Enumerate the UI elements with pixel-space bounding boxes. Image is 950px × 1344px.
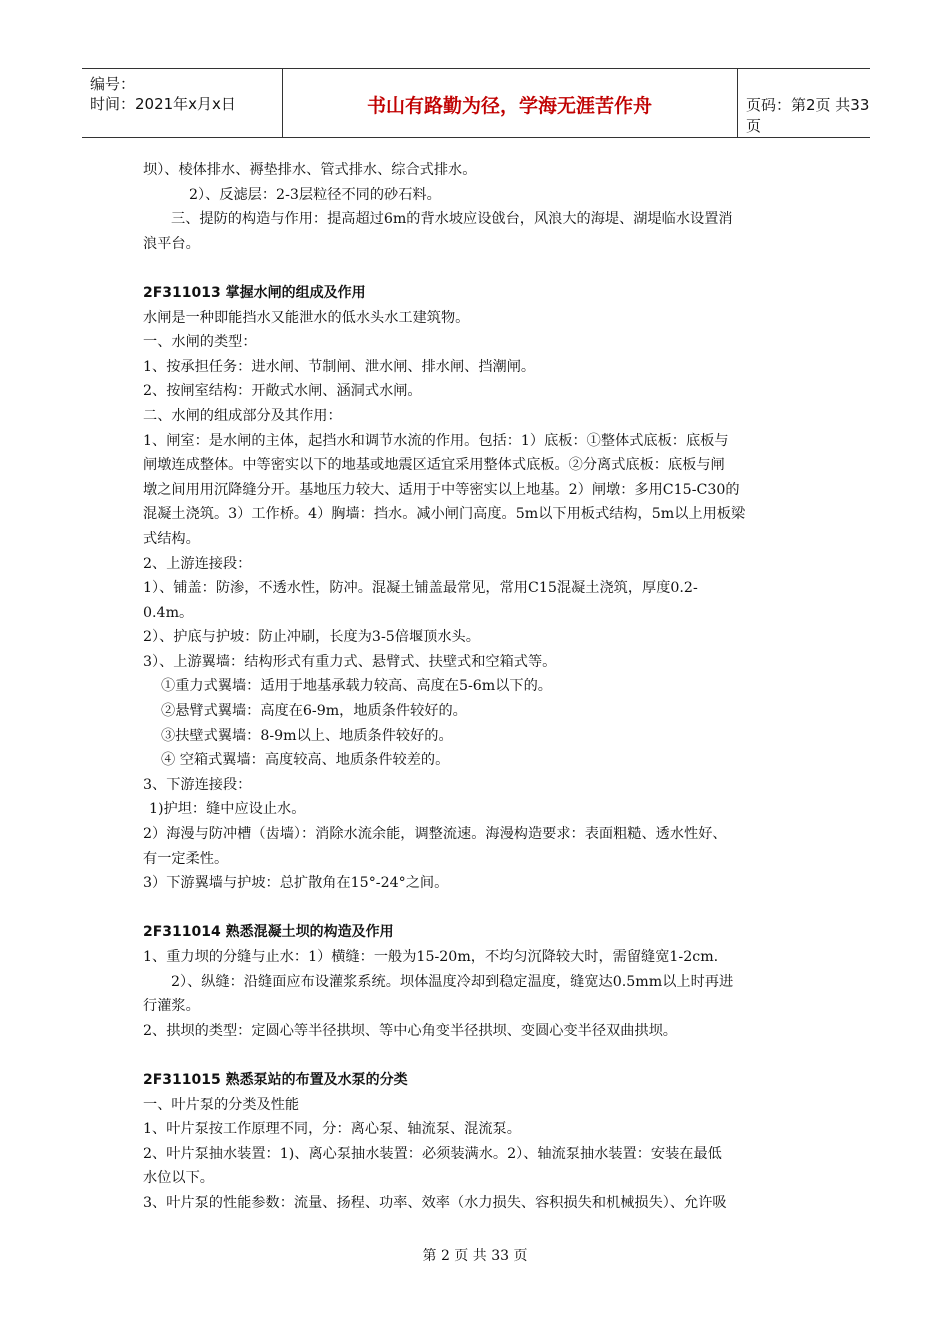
- body-line: 混凝土浇筑。3）工作桥。4）胸墙：挡水。减小闸门高度。5m以下用板式结构，5m以上用板梁: [143, 506, 746, 523]
- body-line: 3、下游连接段：: [143, 776, 252, 793]
- document-time-label: 时间：2021年x月x日: [90, 95, 236, 113]
- body-line: 2）、反滤层：2-3层粒径不同的砂石料。: [189, 186, 441, 203]
- header-middle-cell: [282, 69, 738, 137]
- body-line: 行灌浆。: [143, 998, 200, 1015]
- body-line: 3）、上游翼墙：结构形式有重力式、悬臂式、扶壁式和空箱式等。: [143, 653, 557, 670]
- header-motto: 书山有路勤为径，学海无涯苦作舟: [366, 95, 652, 117]
- body-line: 式结构。: [143, 530, 200, 547]
- body-line: 1）、铺盖：防渗，不透水性，防冲。混凝土铺盖最常见，常用C15混凝土浇筑，厚度0.2-: [143, 580, 698, 597]
- paragraph-gap: [143, 256, 813, 281]
- body-line: 二、水闸的组成部分及其作用：: [143, 407, 342, 424]
- header-right-cell: [738, 69, 870, 137]
- body-line: 闸墩连成整体。中等密实以下的地基或地震区适宜采用整体式底板。②分离式底板：底板与闸: [143, 457, 725, 474]
- section-heading: 2F311014 熟悉混凝土坝的构造及作用: [143, 924, 394, 941]
- page-header: [82, 68, 870, 138]
- body-line: 2）、护底与护坡：防止冲刷，长度为3-5倍堰顶水头。: [143, 629, 480, 646]
- body-line: 1、重力坝的分缝与止水：1）横缝：一般为15-20m，不均匀沉降较大时，需留缝宽1-2cm.: [143, 949, 719, 965]
- body-line: 一、叶片泵的分类及性能: [143, 1096, 300, 1113]
- section-heading: 2F311013 掌握水闸的组成及作用: [143, 284, 366, 301]
- body-line: 墩之间用用沉降缝分开。基地压力较大、适用于中等密实以上地基。2）闸墩：多用C15-C30的: [143, 481, 740, 498]
- header-left-cell: [82, 69, 283, 137]
- body-line: 2）、纵缝：沿缝面应布设灌浆系统。坝体温度冷却到稳定温度，缝宽达0.5mm以上时再进: [171, 973, 734, 990]
- body-line: 坝）、棱体排水、褥垫排水、管式排水、综合式排水。: [143, 162, 477, 178]
- header-page-number: 页码：第2页 共33页: [746, 96, 870, 135]
- body-line: 3、叶片泵的性能参数：流量、扬程、功率、效率（水力损失、容积损失和机械损失）、允许吸: [143, 1194, 727, 1211]
- body-line: 0.4m。: [143, 604, 194, 621]
- body-line: 2、上游连接段：: [143, 555, 252, 572]
- body-line: 2、拱坝的类型：定圆心等半径拱坝、等中心角变半径拱坝、变圆心变半径双曲拱坝。: [143, 1022, 677, 1039]
- body-line: 一、水闸的类型：: [143, 334, 257, 351]
- body-line: 3）下游翼墙与护坡：总扩散角在15°-24°之间。: [143, 875, 449, 892]
- document-body: [143, 158, 813, 1216]
- body-line: 1、按承担任务：进水闸、节制闸、泄水闸、排水闸、挡潮闸。: [143, 358, 536, 375]
- body-line: ③扶壁式翼墙：8-9m以上、地质条件较好的。: [161, 727, 453, 744]
- body-line: ②悬臂式翼墙：高度在6-9m，地质条件较好的。: [161, 703, 467, 720]
- body-line: 水位以下。: [143, 1170, 214, 1187]
- paragraph-gap: [143, 1043, 813, 1068]
- body-line: ①重力式翼墙：适用于地基承载力较高、高度在5-6m以下的。: [161, 678, 552, 695]
- body-line: 三、提防的构造与作用：提高超过6m的背水坡应设戗台，风浪大的海堤、湖堤临水设置消: [171, 211, 733, 228]
- document-code-label: 编号：: [90, 75, 136, 93]
- paragraph-gap: [143, 896, 813, 921]
- section-heading: 2F311015 熟悉泵站的布置及水泵的分类: [143, 1071, 408, 1088]
- body-line: 2）海漫与防冲槽（齿墙）：消除水流余能，调整流速。海漫构造要求：表面粗糙、透水性好、: [143, 826, 727, 843]
- body-line: 有一定柔性。: [143, 850, 229, 867]
- page-footer: 第 2 页 共 33 页: [422, 1248, 528, 1264]
- body-line: 浪平台。: [143, 235, 200, 252]
- body-line: 2、按闸室结构：开敞式水闸、涵洞式水闸。: [143, 383, 422, 400]
- body-line: 水闸是一种即能挡水又能泄水的低水头水工建筑物。: [143, 309, 470, 326]
- body-line: 1、叶片泵按工作原理不同，分：离心泵、轴流泵、混流泵。: [143, 1121, 521, 1138]
- body-line: 1、闸室：是水闸的主体，起挡水和调节水流的作用。包括：1）底板：①整体式底板：底板与: [143, 432, 729, 449]
- body-line: ④ 空箱式翼墙：高度较高、地质条件较差的。: [161, 752, 450, 769]
- body-line: 1)护坦：缝中应设止水。: [149, 801, 306, 818]
- body-line: 2、叶片泵抽水装置：1)、离心泵抽水装置：必须装满水。2）、轴流泵抽水装置：安装在最低: [143, 1145, 722, 1162]
